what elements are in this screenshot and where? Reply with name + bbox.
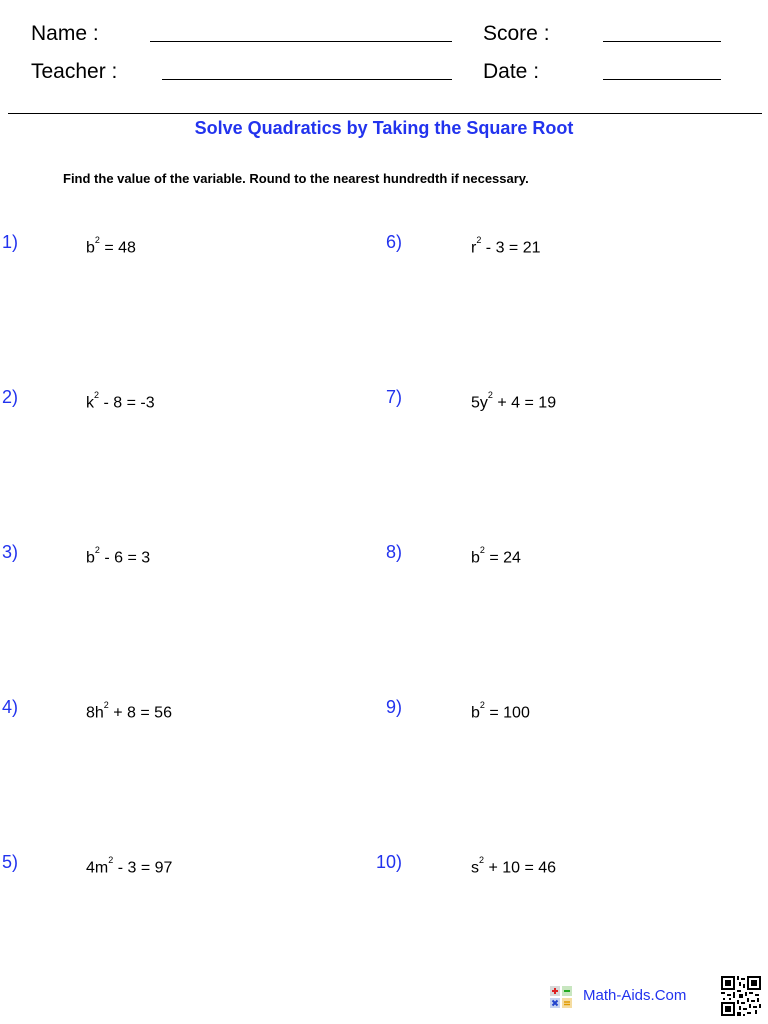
problem-equation: $r^2 - 3 = 21$ [471, 235, 541, 257]
score-label: Score : [483, 22, 550, 45]
header-divider [8, 113, 762, 114]
problem-equation: $k^2 - 8 = -3$ [86, 390, 155, 412]
problem-number: 3) [1, 542, 18, 562]
worksheet-title: Solve Quadratics by Taking the Square Root [194, 118, 574, 138]
qr-code-icon [721, 976, 761, 1016]
teacher-field[interactable] [162, 79, 452, 80]
name-field[interactable] [150, 41, 452, 42]
teacher-label: Teacher : [31, 60, 118, 83]
problem-number: 8) [385, 542, 402, 562]
problem-equation: $s^2 + 10 = 46$ [471, 855, 557, 877]
problem-number: 9) [385, 697, 402, 717]
problem-number: 10) [375, 852, 402, 872]
problem-equation: $b^2 = 24$ [471, 545, 521, 567]
problem-equation: $5y^2 + 4 = 19$ [471, 390, 557, 412]
problem-number: 7) [385, 387, 402, 407]
problem-number: 6) [385, 232, 402, 252]
problem-equation: $8h^2 + 8 = 56$ [86, 700, 172, 722]
problem-number: 5) [1, 852, 18, 872]
name-label: Name : [31, 22, 99, 45]
date-label: Date : [483, 60, 540, 83]
problem-number: 2) [1, 387, 18, 407]
problem-equation: $b^2 = 100$ [471, 700, 530, 722]
problem-equation: $b^2 - 6 = 3$ [86, 545, 151, 567]
calculator-icon [550, 986, 572, 1008]
problem-number: 1) [1, 232, 18, 252]
problem-equation: $b^2 = 48$ [86, 235, 136, 257]
score-field[interactable] [603, 41, 721, 42]
site-link[interactable]: Math-Aids.Com [583, 987, 687, 1004]
date-field[interactable] [603, 79, 721, 80]
problem-equation: $4m^2 - 3 = 97$ [86, 855, 173, 877]
instructions: Find the value of the variable. Round to the nearest hundredth if necessary. [63, 171, 529, 186]
problem-number: 4) [1, 697, 18, 717]
